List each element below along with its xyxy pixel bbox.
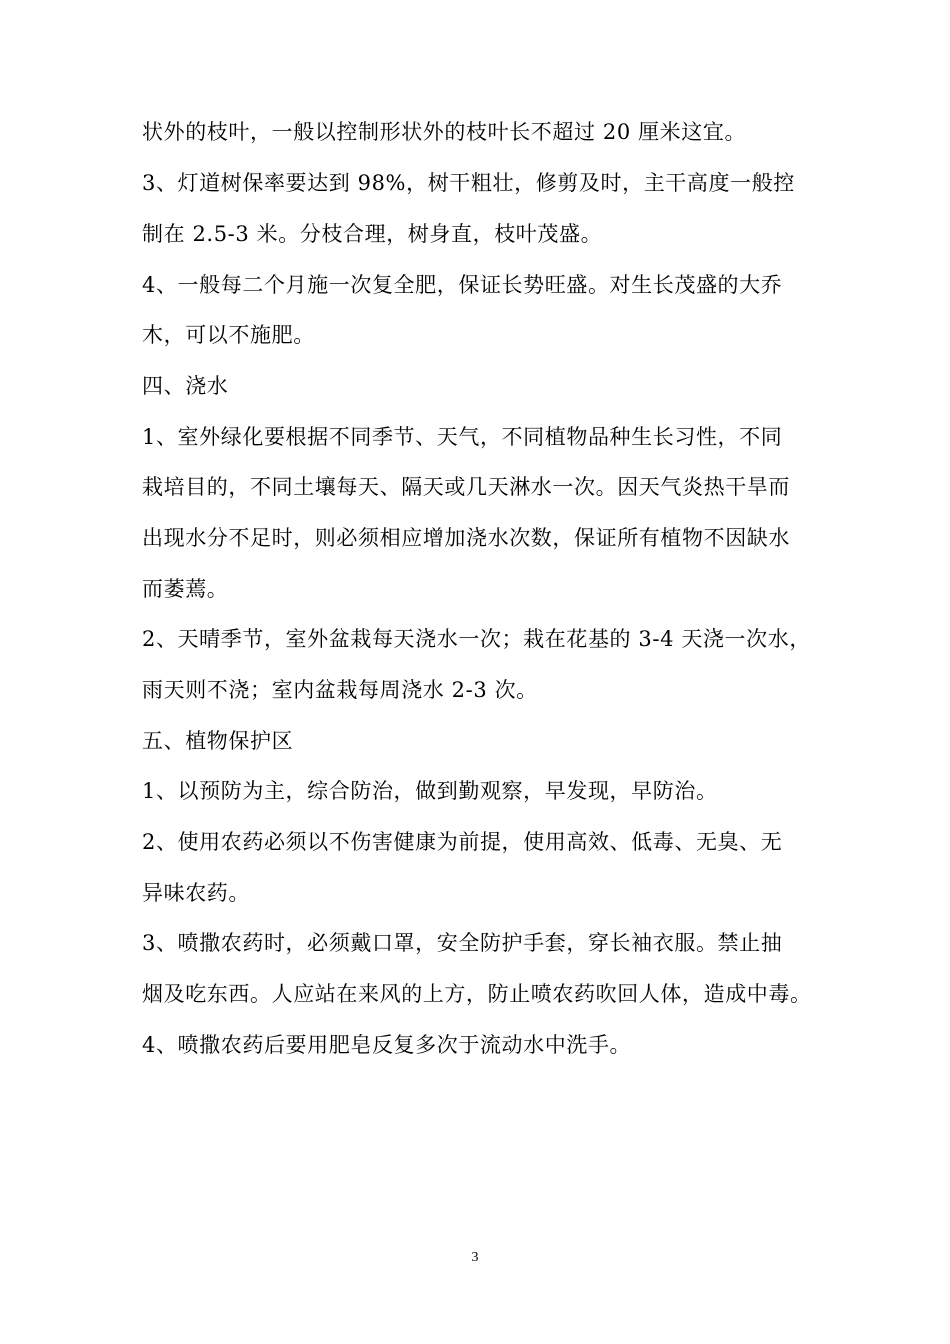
text-line: 栽培目的，不同土壤每天、隔天或几天淋水一次。因天气炎热干旱而 [142, 475, 790, 499]
text-line: 出现水分不足时，则必须相应增加浇水次数，保证所有植物不因缺水 [142, 526, 790, 550]
text-line: 1、以预防为主，综合防治，做到勤观察，早发现，早防治。 [142, 779, 718, 803]
text-line: 制在 2.5-3 米。分枝合理，树身直，枝叶茂盛。 [142, 222, 603, 246]
text-line: 2、天晴季节，室外盆栽每天浇水一次；栽在花基的 3-4 天浇一次水， [142, 627, 811, 651]
page-number: 3 [471, 1250, 479, 1265]
text-line: 3、喷撒农药时，必须戴口罩，安全防护手套，穿长袖衣服。禁止抽 [142, 931, 783, 955]
section-heading: 五、植物保护区 [142, 729, 294, 753]
text-line: 1、室外绿化要根据不同季节、天气，不同植物品种生长习性，不同 [142, 425, 783, 449]
text-line: 烟及吃东西。人应站在来风的上方，防止喷农药吹回人体，造成中毒。 [142, 982, 812, 1006]
text-line: 4、一般每二个月施一次复全肥，保证长势旺盛。对生长茂盛的大乔 [142, 273, 783, 297]
text-line: 雨天则不浇；室内盆栽每周浇水 2-3 次。 [142, 678, 538, 702]
text-line: 状外的枝叶，一般以控制形状外的枝叶长不超过 20 厘米这宜。 [142, 120, 747, 144]
text-line: 4、喷撒农药后要用肥皂反复多次于流动水中洗手。 [142, 1033, 632, 1057]
text-line: 而萎蔫。 [142, 577, 229, 601]
text-line: 木，可以不施肥。 [142, 323, 315, 347]
section-heading: 四、浇水 [142, 374, 229, 398]
text-line: 异味农药。 [142, 881, 250, 905]
text-line: 3、灯道树保率要达到 98%，树干粗壮，修剪及时，主干高度一般控 [142, 171, 795, 195]
text-line: 2、使用农药必须以不伤害健康为前提，使用高效、低毒、无臭、无 [142, 830, 783, 854]
